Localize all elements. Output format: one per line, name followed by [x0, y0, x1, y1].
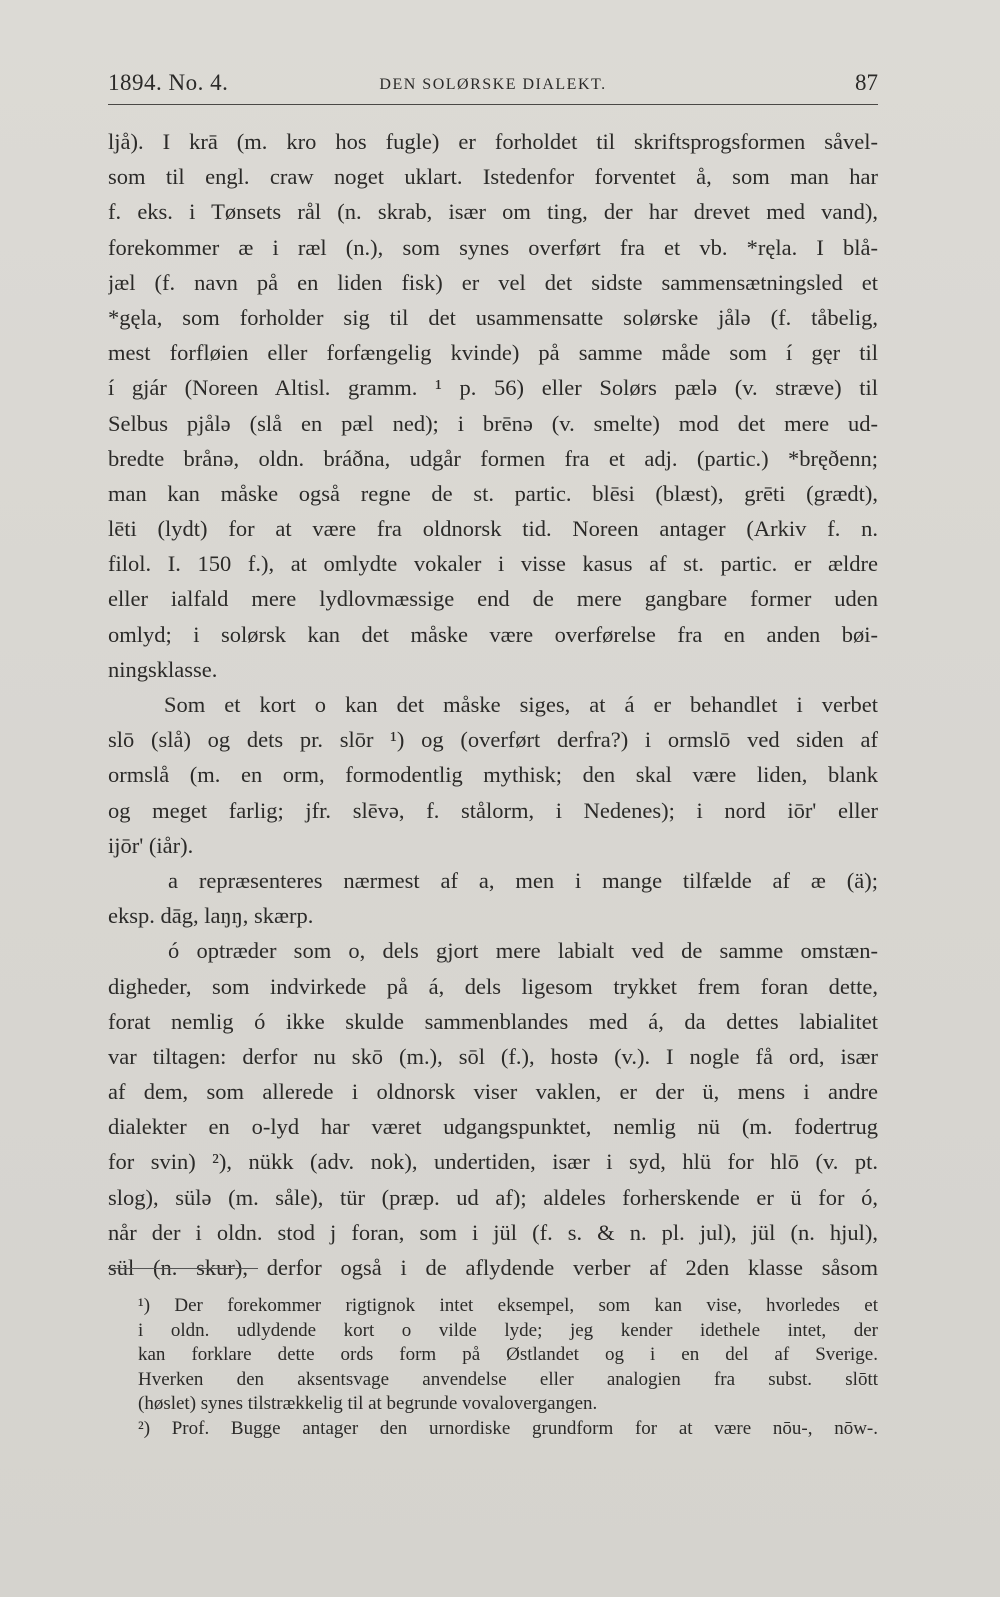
text-line: digheder, som indvirkede på á, dels ligesom trykket frem foran dette,	[108, 973, 878, 999]
text-line: man kan måske også regne de st. partic. blēsi (blæst), grēti (grædt),	[108, 480, 878, 506]
text-line: var tiltagen: derfor nu skō (m.), sōl (f.), hostə (v.). I nogle få ord, især	[108, 1043, 878, 1069]
text-line: ningsklasse.	[108, 656, 218, 682]
page-number: 87	[855, 70, 878, 95]
text-line: sül (n. skur), derfor også i de aflydende verber af 2den klasse såsom	[108, 1255, 878, 1280]
text-line: slō (slå) og dets pr. slōr ¹) og (overført derfra?) i ormslō ved siden af	[108, 727, 878, 753]
text-line: *gęla, som forholder sig til det usammensatte solørske jålə (f. tåbelig,	[108, 304, 878, 330]
text-line: som til engl. craw noget uklart. Istedenfor forventet å, som man har	[108, 164, 878, 190]
text-line: dialekter en o-lyd har været udgangspunktet, nemlig nü (m. fodertrug	[108, 1114, 878, 1140]
paragraph-start-line: Som et kort o kan det måske siges, at á er behandlet i verbet	[164, 692, 878, 717]
text-line: mest forfløien eller forfængelig kvinde) på samme måde som í gęr til	[108, 340, 878, 366]
footnote-line: Hverken den aksentsvage anvendelse eller analogien fra subst. slōtt	[138, 1368, 878, 1390]
running-header	[108, 70, 878, 105]
text-line: og meget farlig; jfr. slēvə, f. stålorm, i Nedenes); i nord iōr' eller	[108, 797, 878, 823]
text-line: for svin) ²), nükk (adv. nok), undertiden, især i syd, hlü for hlō (v. pt.	[108, 1149, 878, 1175]
text-line: eller ialfald mere lydlovmæssige end de mere gangbare former uden	[108, 586, 878, 612]
footnote-line: (høslet) synes tilstrækkelig til at begrunde vovalovergangen.	[138, 1393, 598, 1415]
text-line: forat nemlig ó ikke skulde sammenblandes med á, da dettes labialitet	[108, 1008, 878, 1034]
text-line: slog), sülə (m. såle), tür (præp. ud af); aldeles forherskende er ü for ó,	[108, 1184, 878, 1210]
text-line: ljå). I krā (m. kro hos fugle) er forholdet til skriftsprogsformen såvel-	[108, 129, 878, 154]
issue-label: 1894. No. 4.	[108, 70, 229, 95]
text-line: Selbus pjålə (slå en pæl ned); i brēnə (v. smelte) mod det mere ud-	[108, 410, 878, 436]
text-line: filol. I. 150 f.), at omlydte vokaler i visse kasus af st. partic. er ældre	[108, 551, 878, 577]
paragraph-start-line: a repræsenteres nærmest af a, men i mange tilfælde af æ (ä);	[168, 867, 878, 893]
text-line: ijōr' (iår).	[108, 832, 194, 858]
body-text	[108, 124, 878, 1285]
footnote-divider	[108, 1268, 258, 1269]
text-line: omlyd; i solørsk kan det måske være overførelse fra en anden bøi-	[108, 621, 878, 647]
text-line: bredte brånə, oldn. bráðna, udgår formen fra et adj. (partic.) *bręðenn;	[108, 445, 878, 471]
running-title: DEN SOLØRSKE DIALEKT.	[379, 76, 607, 93]
paragraph-start-line: ó optræder som o, dels gjort mere labialt ved de samme omstæn-	[168, 938, 878, 964]
footnote-line: kan forklare dette ords form på Østlandet og i en del af Sverige.	[138, 1344, 878, 1366]
footnote-line: ¹) Der forekommer rigtignok intet eksempel, som kan vise, hvorledes et	[138, 1295, 878, 1316]
text-line: ormslå (m. en orm, formodentlig mythisk; den skal være liden, blank	[108, 762, 878, 788]
text-line: lēti (lydt) for at være fra oldnorsk tid. Noreen antager (Arkiv f. n.	[108, 516, 878, 542]
text-line: af dem, som allerede i oldnorsk viser vaklen, er der ü, mens i andre	[108, 1079, 878, 1105]
text-line: jæl (f. navn på en liden fisk) er vel det sidste sammensætningsled et	[108, 269, 878, 295]
text-line: f. eks. i Tønsets rål (n. skrab, især om ting, der har drevet med vand),	[108, 199, 878, 225]
footnote-line: ²) Prof. Bugge antager den urnordiske grundform for at være nōu-, nōw-.	[138, 1417, 878, 1439]
text-line: í gjár (Noreen Altisl. gramm. ¹ p. 56) eller Solørs pælə (v. stræve) til	[108, 375, 878, 401]
footnote-line: i oldn. udlydende kort o vilde lyde; jeg kender idethele intet, der	[138, 1319, 878, 1341]
footnotes	[138, 1294, 878, 1442]
text-line: forekommer æ i ræl (n.), som synes overført fra et vb. *ręla. I blå-	[108, 234, 878, 260]
text-line: når der i oldn. stod j foran, som i jül (f. s. & n. pl. jul), jül (n. hjul),	[108, 1219, 878, 1245]
text-line: eksp. dāg, laŋŋ, skærp.	[108, 903, 314, 929]
